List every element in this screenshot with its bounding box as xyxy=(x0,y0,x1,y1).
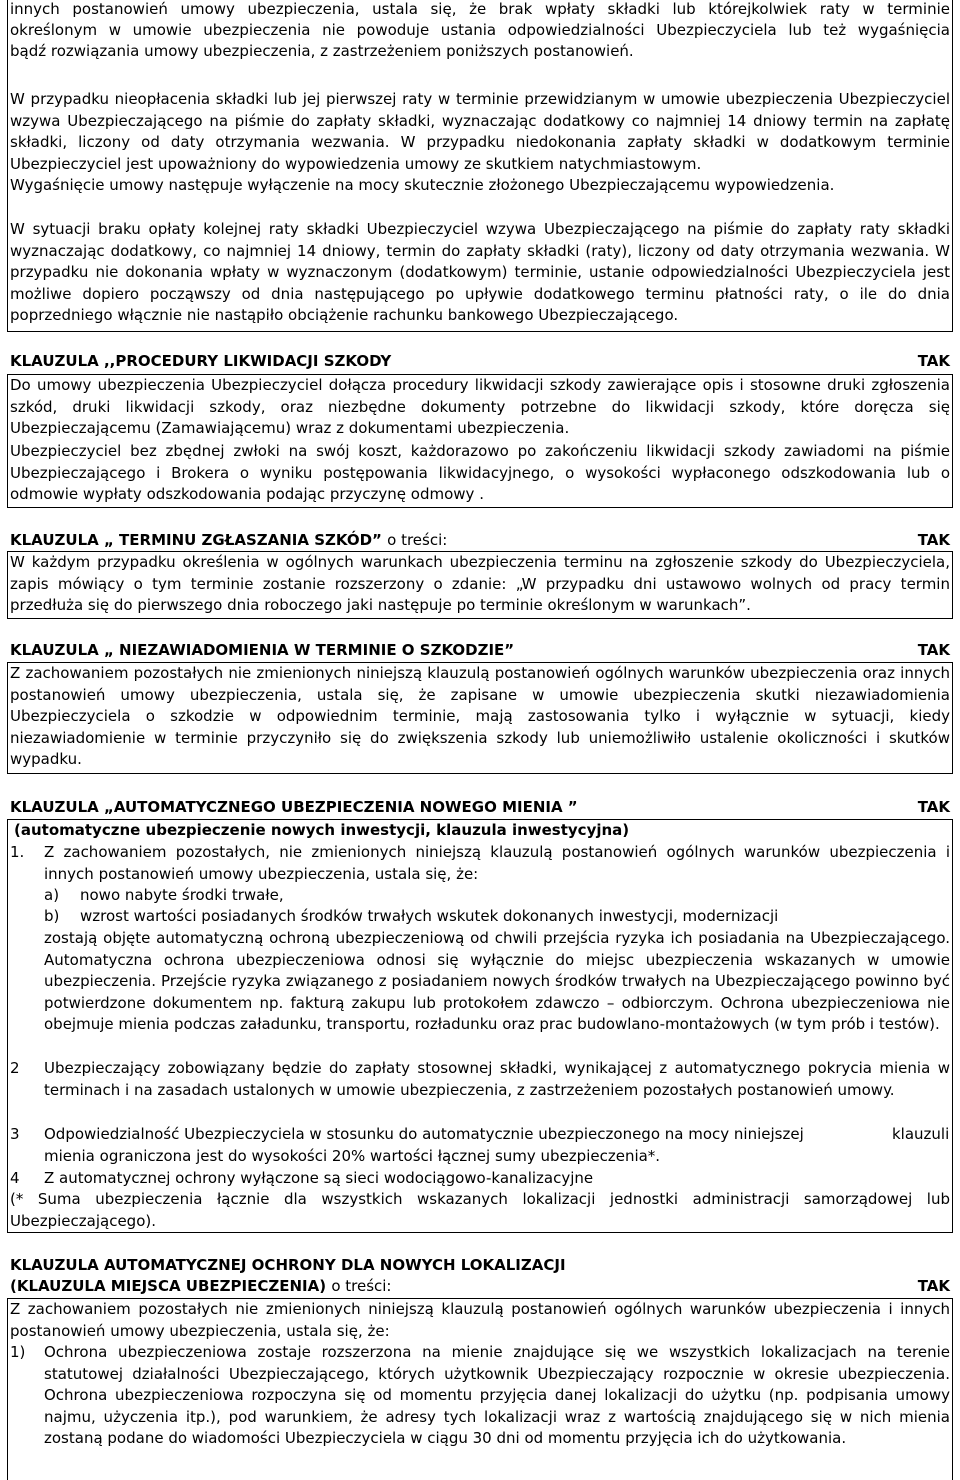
new-property-title: KLAUZULA „AUTOMATYCZNEGO UBEZPIECZENIA NOWEGO MIENIA ” xyxy=(10,798,578,816)
item-4-text: Z automatycznej ochrony wyłączone są sieci wodociągowo-kanalizacyjne xyxy=(44,1169,594,1187)
new-locations-title-1: KLAUZULA AUTOMATYCZNEJ OCHRONY DLA NOWYCH LOKALIZACJI xyxy=(10,1256,566,1274)
item-2-number: 2 xyxy=(10,1059,20,1077)
item-3-text-b: mienia ograniczona jest do wysokości 20% wartości łącznej sumy ubezpieczenia*. xyxy=(44,1147,661,1165)
claims-procedure-p2: Ubezpieczyciel bez zbędnej zwłoki na swój koszt, każdorazowo po zakończeniu likwidacji szkody zawiadomi na piśmie Ubezpieczającego i Brokera o wyniku postępowania likwidacyjnego, o wysokości wypłaconego odszkodowania lub o odmowie wypłaty odszkodowania podając przyczynę odmowy . xyxy=(10,442,950,503)
non-notification-tak: TAK xyxy=(917,641,950,659)
premium-paragraph-2: W sytuacji braku opłaty kolejnej raty składki Ubezpieczyciel wzywa Ubezpieczającego na piśmie do zapłaty raty składki wyznaczając dodatkowy, co najmniej 14 dniowy, termin do zapłaty składki (raty), liczony od daty otrzymania wezwania. W przypadku nie dokonania wpłaty w wyznaczonym (dodatkowym) terminie, ustanie odpowiedzialności Ubezpieczyciela jest możliwe dopiero począwszy od dnia następującego po upływie dodatkowego terminu płatności raty, o ile do dnia poprzedniego włącznie nie nastąpiło obciążenie rachunku bankowego Ubezpieczającego. xyxy=(10,220,950,324)
location-item-1-number: 1) xyxy=(10,1343,26,1361)
item-b-text: wzrost wartości posiadanych środków trwałych wskutek dokonanych inwestycji, modernizacji xyxy=(80,907,779,925)
new-locations-heading xyxy=(10,1255,950,1276)
item-1-continued: zostają objęte automatyczną ochroną ubezpieczeniową od chwili przejścia ryzyka ich posiadania na Ubezpieczającego. Automatyczna ochrona ubezpieczeniowa odnosi się wyłącznie do miejsc ubezpieczenia wskazanych w umowie ubezpieczenia. Przejście ryzyka związanego z posiadaniem nowych środków trwałych na Ubezpieczającego powinno być potwierdzone dokumentem np. fakturą zakupu lub protokołem zdawczo – odbiorczym. Ochrona ubezpieczeniowa nie obejmuje mienia podczas załadunku, transportu, rozładunku oraz prac budowlano-montażowych (w tym prób i testów). xyxy=(44,929,950,1033)
new-locations-p1: Z zachowaniem pozostałych nie zmienionych niniejszą klauzulą postanowień ogólnych warunków ubezpieczenia i innych postanowień umowy ubezpieczenia, ustala się, że: xyxy=(10,1300,950,1340)
item-3-text-a: Odpowiedzialność Ubezpieczyciela w stosunku do automatycznie ubezpieczonego na mocy niniejszej xyxy=(44,1125,804,1143)
item-1-number: 1. xyxy=(10,843,25,861)
item-4-number: 4 xyxy=(10,1169,20,1187)
item-3-number: 3 xyxy=(10,1125,20,1143)
item-2-text: Ubezpieczający zobowiązany będzie do zapłaty stosownej składki, wynikającej z automatycznego pokrycia mienia w terminach i na zasadach ustalonych w umowie ubezpieczenia, z zastrzeżeniem pozostałych postanowień umowy. xyxy=(44,1059,950,1099)
claims-procedure-p1: Do umowy ubezpieczenia Ubezpieczyciel dołącza procedury likwidacji szkody zawierające opis i stosowne druki zgłoszenia szkód, druki likwidacji szkody, oraz niezbędne dokumenty potrzebne do likwidacji szkody, które doręcza się Ubezpieczającemu (Zamawiającemu) wraz z dokumentami ubezpieczenia. xyxy=(10,376,950,437)
claim-deadline-title: KLAUZULA „ TERMINU ZGŁASZANIA SZKÓD” xyxy=(10,531,382,549)
claims-procedure-heading xyxy=(10,351,950,372)
claim-deadline-heading xyxy=(10,530,950,551)
new-locations-tak: TAK xyxy=(917,1277,950,1295)
item-b-letter: b) xyxy=(44,907,60,925)
item-1-text: Z zachowaniem pozostałych, nie zmienionych niniejszą klauzulą postanowień ogólnych warunków ubezpieczenia i innych postanowień umowy ubezpieczenia, ustala się, że: xyxy=(44,843,950,883)
sum-insured-note: (* Suma ubezpieczenia łącznie dla wszystkich wskazanych lokalizacji jednostki administracji samorządowej lub Ubezpieczającego). xyxy=(10,1190,950,1230)
new-property-tak: TAK xyxy=(917,798,950,816)
claims-procedure-tak: TAK xyxy=(917,352,950,370)
claims-procedure-title: KLAUZULA ,,PROCEDURY LIKWIDACJI SZKODY xyxy=(10,352,392,370)
non-notification-heading xyxy=(10,640,950,661)
intro-line-3: bądź rozwiązania umowy ubezpieczenia, z zastrzeżeniem poniższych postanowień. xyxy=(10,42,634,60)
location-item-1-text: Ochrona ubezpieczeniowa zostaje rozszerzona na mienie znajdujące się we wszystkich lokalizacjach na terenie statutowej działalności Ubezpieczającego, których użytkownik Ubezpieczający rozpocznie w okresie ubezpieczenia. Ochrona ubezpieczeniowa rozpoczyna się od momentu przyjęcia danej lokalizacji do użytku (np. podpisania umowy najmu, użyczenia itp.), pod warunkiem, że adresy tych lokalizacji wraz z wartością znajdującego się w nich mienia zostaną podane do wiadomości Ubezpieczyciela w ciągu 30 dni od momentu przyjęcia ich do użytkowania. xyxy=(44,1343,950,1447)
premium-paragraph-1b: Wygaśnięcie umowy następuje wyłączenie na mocy skutecznie złożonego Ubezpieczającemu wypowiedzenia. xyxy=(10,176,835,194)
non-notification-p1: Z zachowaniem pozostałych nie zmienionych niniejszą klauzulą postanowień ogólnych warunków ubezpieczenia oraz innych postanowień umowy ubezpieczenia, ustala się, że zapisane w umowie ubezpieczenia skutki niezawiadomienia Ubezpieczyciela o szkodzie w odpowiednim terminie, mają zastosowania tylko i wyłącznie w sytuacji, kiedy niezawiadomienie w terminie przyczyniło się do zwiększenia szkody lub uniemożliwiło ustalenie okoliczności i skutków wypadku. xyxy=(10,664,950,768)
item-a-letter: a) xyxy=(44,886,60,904)
non-notification-title: KLAUZULA „ NIEZAWIADOMIENIA W TERMINIE O SZKODZIE” xyxy=(10,641,515,659)
new-locations-suffix: o treści: xyxy=(331,1277,392,1295)
item-3-text-a2: klauzuli xyxy=(892,1125,950,1143)
intro-line-1: innych postanowień umowy ubezpieczenia, ustala się, że brak wpłaty składki lub którejkolwiek raty w terminie xyxy=(10,0,950,18)
claim-deadline-p1: W każdym przypadku określenia w ogólnych warunkach ubezpieczenia terminu na zgłoszenie szkody do Ubezpieczyciela, zapis mówiący o tym terminie zostanie rozszerzony o zdanie: „W przypadku dni ustawowo wolnych od pracy termin przedłuża się do pierwszego dnia roboczego jaki następuje po terminie określonym w warunkach”. xyxy=(10,553,950,614)
new-property-subtitle: (automatyczne ubezpieczenie nowych inwestycji, klauzula inwestycyjna) xyxy=(14,821,630,839)
new-locations-title-2: (KLAUZULA MIEJSCA UBEZPIECZENIA) xyxy=(10,1277,327,1295)
intro-line-2: określonym w umowie ubezpieczenia nie powoduje ustania odpowiedzialności Ubezpieczyciela lub też wygaśnięcia xyxy=(10,21,950,39)
claim-deadline-tak: TAK xyxy=(917,531,950,549)
new-property-heading xyxy=(10,797,950,818)
new-locations-heading-2 xyxy=(10,1276,950,1297)
premium-paragraph-1: W przypadku nieopłacenia składki lub jej pierwszej raty w terminie przewidzianym w umowie ubezpieczenia Ubezpieczyciel wzywa Ubezpieczającego na piśmie do zapłaty składki, wyznaczając dodatkowy co najmniej 14 dniowy termin na zapłatę składki, liczony od daty otrzymania wezwania. W przypadku niedokonania zapłaty składki w dodatkowym terminie Ubezpieczyciel jest upoważniony do wypowiedzenia umowy ze skutkiem natychmiastowym. xyxy=(10,90,950,173)
claim-deadline-suffix: o treści: xyxy=(387,531,448,549)
item-a-text: nowo nabyte środki trwałe, xyxy=(80,886,284,904)
